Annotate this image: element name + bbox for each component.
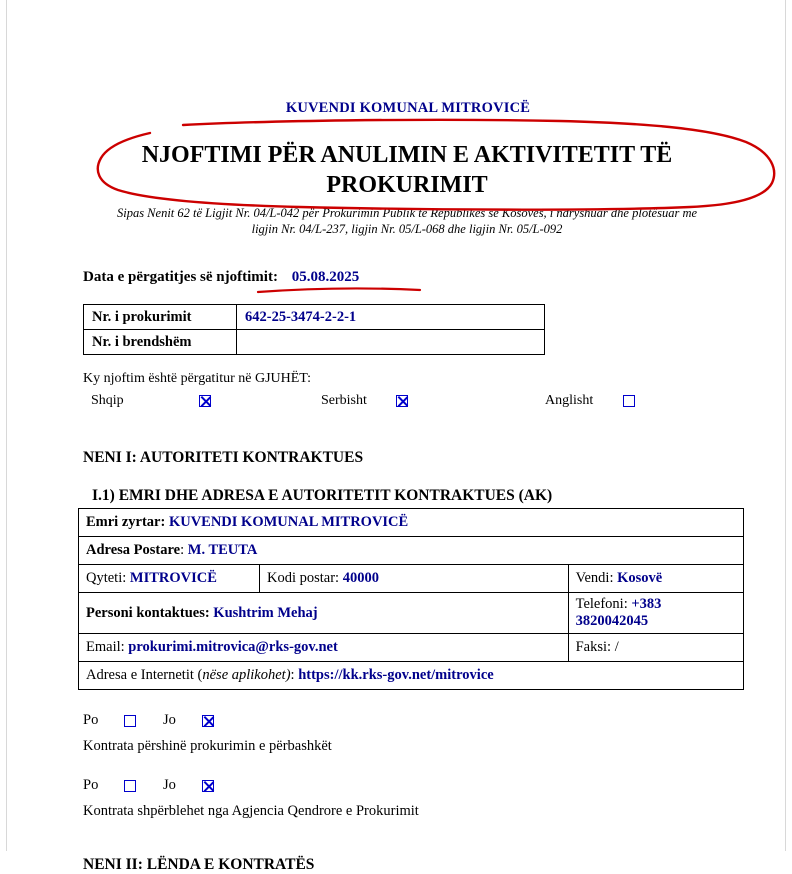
city-value: MITROVICË [129, 570, 217, 587]
official-name-label: Emri zyrtar: [86, 514, 166, 531]
postal-code-label: Kodi postar: [267, 570, 340, 587]
contracting-authority-table [78, 508, 744, 690]
central-agency-no [163, 777, 214, 794]
legal-note-line-1: Sipas Nenit 62 të Ligjit Nr. 04/L-042 për Prokurimin Publik të Republikës se Kosovës, i ndryshuar dhe plotësuar me [116, 206, 698, 221]
contact-person-label: Personi kontaktues: [86, 604, 210, 621]
notice-date-value: 05.08.2025 [291, 269, 360, 286]
postal-address-label: Adresa Postare [86, 542, 181, 559]
checkbox-language-serbian[interactable] [396, 395, 408, 407]
checkbox-joint-procurement-yes[interactable] [124, 715, 136, 727]
joint-procurement-block [83, 712, 746, 755]
website-label: Adresa e Internetit ( [86, 667, 203, 684]
language-option-serbian [321, 393, 408, 409]
legal-note-line-2: ligjin Nr. 04/L-237, ligjin Nr. 05/L-068 dhe ligjin Nr. 05/L-092 [251, 221, 563, 236]
page-right-edge [785, 0, 792, 851]
internal-number-label: Nr. i brendshëm [84, 330, 237, 355]
language-option-english [545, 393, 635, 409]
table-row [79, 634, 744, 662]
section-ii-heading: NENI II: LËNDA E KONTRATËS [83, 856, 315, 874]
checkbox-central-agency-no[interactable] [202, 780, 214, 792]
joint-procurement-no [163, 712, 214, 729]
checkbox-language-albanian[interactable] [199, 395, 211, 407]
table-row [79, 593, 744, 634]
document-title-line-1: NJOFTIMI PËR ANULIMIN E AKTIVITETIT TË [141, 142, 673, 168]
central-agency-block [83, 777, 746, 820]
email-cell [79, 634, 569, 662]
section-i-heading: NENI I: AUTORITETI KONTRAKTUES [83, 449, 364, 467]
central-agency-text: Kontrata shpërblehet nga Agjencia Qendrore e Prokurimit [83, 803, 419, 820]
postal-address-colon: : [180, 542, 188, 559]
joint-procurement-yes-label: Po [83, 712, 99, 729]
joint-procurement-no-label: Jo [163, 712, 176, 729]
document-title [68, 141, 746, 200]
contact-person-cell [79, 593, 569, 634]
table-row [79, 509, 744, 537]
email-label: Email: [86, 639, 125, 656]
language-label-english: Anglisht [545, 393, 594, 409]
official-name-value: KUVENDI KOMUNAL MITROVICË [168, 514, 409, 531]
place-cell [568, 565, 743, 593]
central-agency-options [83, 777, 746, 799]
table-row [84, 330, 545, 355]
official-name-cell [79, 509, 744, 537]
language-label-serbian: Serbisht [321, 393, 367, 409]
legal-reference-note [68, 206, 746, 237]
joint-procurement-yes [83, 712, 136, 729]
procurement-number-label: Nr. i prokurimit [84, 305, 237, 330]
checkbox-central-agency-yes[interactable] [124, 780, 136, 792]
phone-value: +383 3820042045 [575, 596, 662, 630]
language-option-albanian [91, 393, 211, 409]
procurement-number-table [83, 304, 545, 355]
website-label-italic: nëse aplikohet) [202, 667, 291, 684]
central-agency-yes [83, 777, 136, 794]
notice-date-label: Data e përgatitjes së njoftimit: [83, 269, 278, 286]
website-value[interactable]: https://kk.rks-gov.net/mitrovice [298, 667, 494, 684]
place-value: Kosovë [617, 570, 663, 587]
joint-procurement-text: Kontrata përshinë prokurimin e përbashkët [83, 738, 332, 755]
website-label-end: : [290, 667, 295, 684]
languages-intro: Ky njoftim është përgatitur në GJUHËT: [83, 371, 312, 387]
fax-cell [568, 634, 743, 662]
phone-label: Telefoni: [575, 596, 628, 613]
checkbox-joint-procurement-no[interactable] [202, 715, 214, 727]
phone-cell [568, 593, 743, 634]
joint-procurement-options [83, 712, 746, 734]
document-title-line-2: PROKURIMIT [326, 171, 488, 198]
table-row [79, 565, 744, 593]
email-value: prokurimi.mitrovica@rks-gov.net [128, 639, 338, 656]
table-row [84, 305, 545, 330]
languages-row [83, 393, 746, 415]
table-row [79, 537, 744, 565]
postal-code-value: 40000 [342, 570, 379, 587]
central-agency-yes-label: Po [83, 777, 99, 794]
postal-code-cell [260, 565, 569, 593]
postal-address-value: M. TEUTA [187, 542, 258, 559]
fax-label: Faksi: [575, 639, 612, 656]
city-cell [79, 565, 260, 593]
procurement-number-value: 642-25-3474-2-2-1 [237, 305, 545, 330]
organization-title: KUVENDI KOMUNAL MITROVICË [285, 100, 531, 116]
website-cell [79, 662, 744, 690]
contact-person-value: Kushtrim Mehaj [213, 604, 318, 621]
document-content [78, 0, 746, 874]
central-agency-no-label: Jo [163, 777, 176, 794]
postal-address-cell [79, 537, 744, 565]
place-label: Vendi: [575, 570, 614, 587]
internal-number-value [237, 330, 545, 355]
city-label: Qyteti: [86, 570, 127, 587]
language-label-albanian: Shqip [91, 393, 124, 409]
page-left-edge [0, 0, 7, 851]
table-row [79, 662, 744, 690]
notice-date-row [83, 269, 746, 286]
fax-value: / [614, 639, 619, 656]
checkbox-language-english[interactable] [623, 395, 635, 407]
section-i1-subheading: I.1) EMRI DHE ADRESA E AUTORITETIT KONTRAKTUES (AK) [92, 487, 553, 505]
